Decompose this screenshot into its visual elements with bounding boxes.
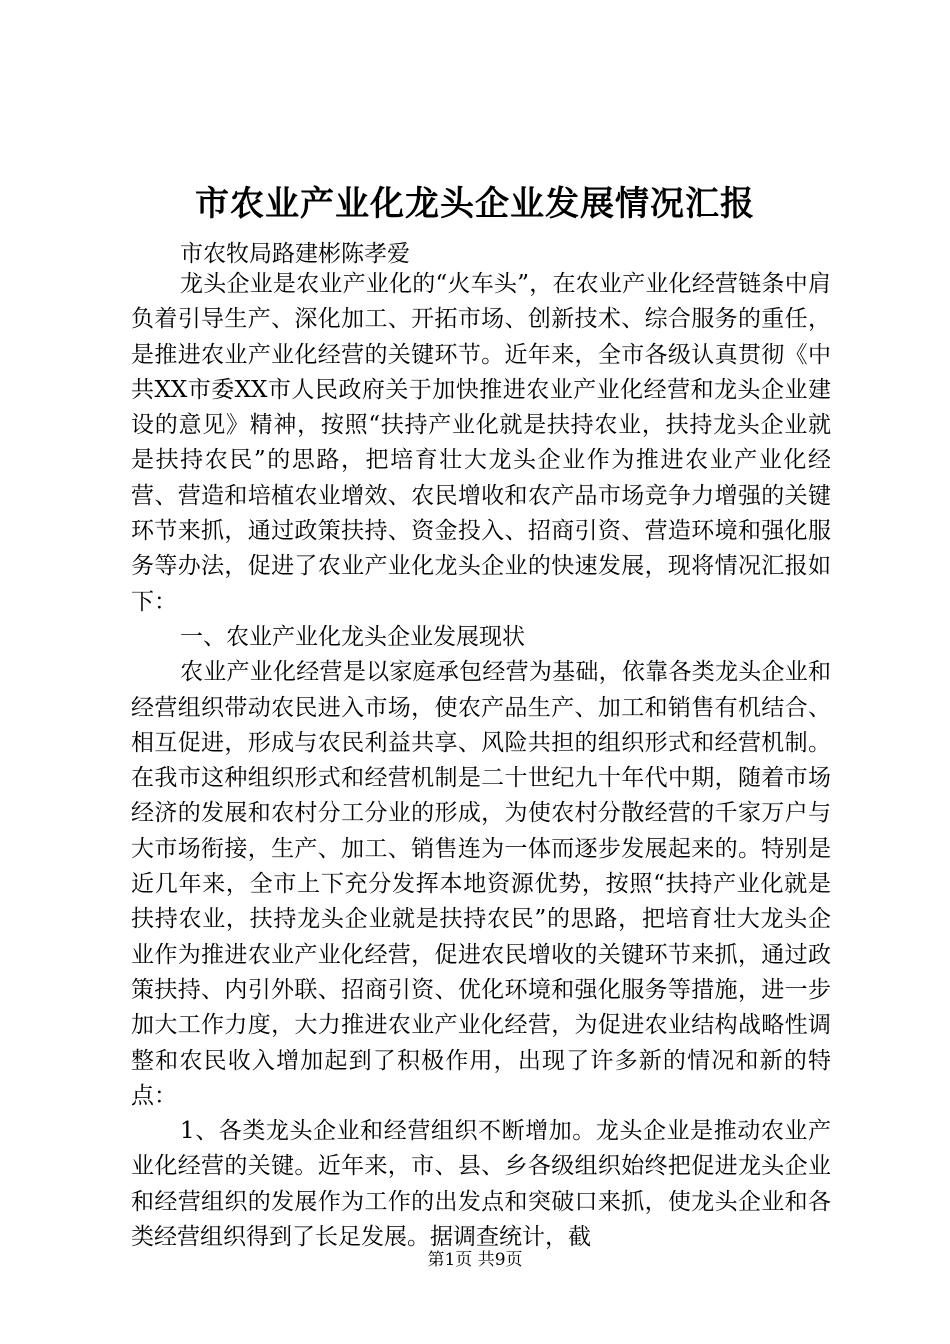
- section-heading-1: 一、农业产业化龙头企业发展现状: [180, 623, 525, 650]
- document-body: [131, 267, 831, 1255]
- document-author: 市农牧局路建彬陈孝爱: [180, 241, 410, 267]
- document-title: 市农业产业化龙头企业发展情况汇报: [195, 184, 755, 224]
- paragraph-status: 农业产业化经营是以家庭承包经营为基础，依靠各类龙头企业和经营组织带动农民进入市场，使农产品生产、加工和销售有机结合、相互促进，形成与农民利益共享、风险共担的组织形式和经营机制。在我市这种组织形式和经营机制是二十世纪九十年代中期，随着市场经济的发展和农村分工分业的形成，为使农村分散经营的千家万户与大市场衔接，生产、加工、销售连为一体而逐步发展起来的。特别是近几年来，全市上下充分发挥本地资源优势，按照“扶持产业化就是扶持农业，扶持龙头企业就是扶持农民”的思路，把培育壮大龙头企业作为推进农业产业化经营，促进农民增收的关键环节来抓，通过政策扶持、内引外联、招商引资、优化环境和强化服务等措施，进一步加大工作力度，大力推进农业产业化经营，为促进农业结构战略性调整和农民收入增加起到了积极作用，出现了许多新的情况和新的特点：: [131, 659, 831, 1109]
- page-footer: 第1页 共9页: [427, 1250, 523, 1270]
- paragraph-intro: 龙头企业是农业产业化的“火车头”，在农业产业化经营链条中肩负着引导生产、深化加工、开拓市场、创新技术、综合服务的重任，是推进农业产业化经营的关键环节。近年来，全市各级认真贯彻《中共XX市委XX市人民政府关于加快推进农业产业化经营和龙头企业建设的意见》精神，按照“扶持产业化就是扶持农业，扶持龙头企业就是扶持农民”的思路，把培育壮大龙头企业作为推进农业产业化经营、营造和培植农业增效、农民增收和农产品市场竞争力增强的关键环节来抓，通过政策扶持、资金投入、招商引资、营造环境和强化服务等办法，促进了农业产业化龙头企业的快速发展，现将情况汇报如下：: [131, 271, 831, 615]
- paragraph-point-1: 1、各类龙头企业和经营组织不断增加。龙头企业是推动农业产业化经营的关键。近年来，市、县、乡各级组织始终把促进龙头企业和经营组织的发展作为工作的出发点和突破口来抓，使龙头企业和各类经营组织得到了长足发展。据调查统计，截: [131, 1118, 831, 1251]
